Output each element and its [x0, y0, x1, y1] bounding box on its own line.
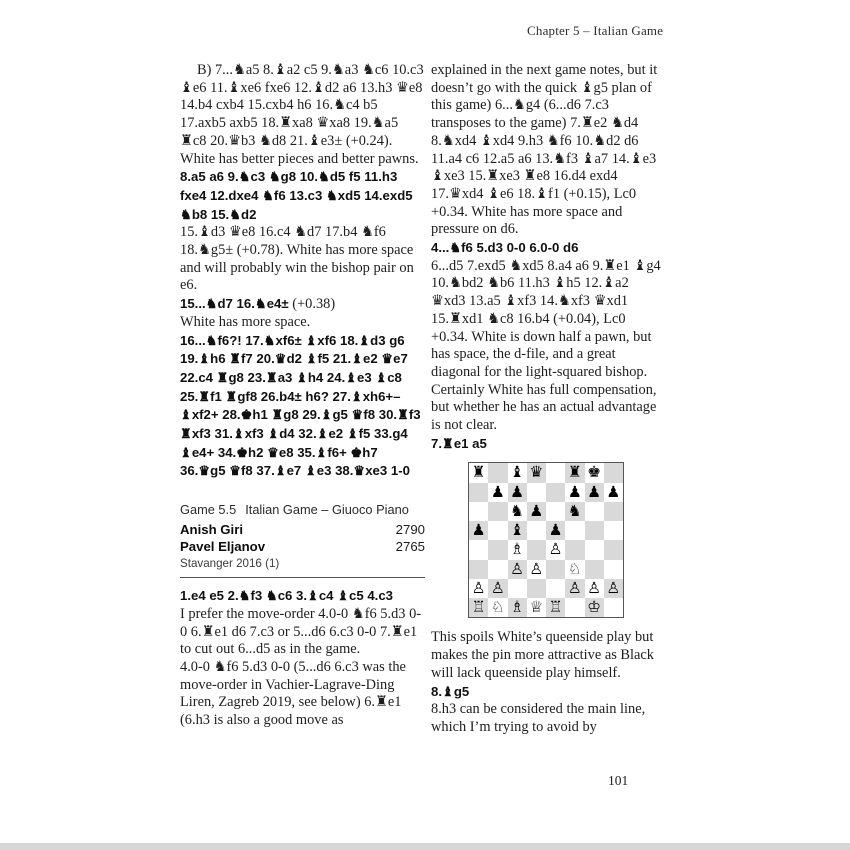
board-square	[565, 540, 584, 559]
text-segment: 6...d5 7.exd5 ♞xd5 8.a4 a6 9.♜e1 ♝g4 10.♞bd2 ♞b6 11.h3 ♝h5 12.♝a2 ♛xd3 13.a5 ♝xf3 14.♞xf3 ♛xd1 15.♜xd1 ♞c8 16.b4 (+0.04), Lc0 +0.34. White is down half a pawn, but has space, the d-file, and a great diagonal for the light-squared bishop. Certainly White has full compensation, but whether he has an actual advantage is not clear.	[431, 257, 661, 434]
board-square	[527, 521, 546, 540]
chess-piece-square: ♕	[527, 598, 546, 617]
board-square	[527, 579, 546, 598]
chess-piece-square: ♞	[565, 502, 584, 521]
board-square	[469, 540, 488, 559]
chess-board-diagram	[468, 462, 624, 618]
chess-piece-square: ♖	[546, 598, 565, 617]
annotation-paragraph	[431, 62, 661, 239]
chess-piece-square: ♜	[469, 463, 488, 482]
chess-piece-square: ♚	[585, 463, 604, 482]
board-square	[546, 463, 565, 482]
right-column	[431, 62, 661, 737]
board-square	[585, 540, 604, 559]
board-square	[585, 502, 604, 521]
board-square	[488, 540, 507, 559]
divider-rule	[180, 577, 425, 578]
move-text-paragraph	[431, 435, 661, 454]
board-square	[585, 560, 604, 579]
board-square	[604, 463, 623, 482]
annotation-paragraph	[180, 62, 425, 168]
game-event: Stavanger 2016 (1)	[180, 557, 280, 571]
move-text-paragraph	[180, 332, 425, 482]
black-player-rating: 2765	[395, 539, 425, 555]
chess-piece-square: ♗	[508, 598, 527, 617]
annotation-paragraph	[431, 701, 661, 736]
board-square	[546, 579, 565, 598]
board-square	[546, 502, 565, 521]
text-segment: 8.h3 can be considered the main line, which I’m trying to avoid by	[431, 701, 646, 735]
move-text-paragraph	[180, 168, 425, 224]
board-square	[604, 502, 623, 521]
text-segment: 4.0-0 ♞f6 5.d3 0-0 (5...d6 6.c3 was the move-order in Vachier-Lagrave-Ding Liren, Zagreb 2019, see below) 6.♜e1 (6.h3 is also a good move as	[180, 658, 406, 729]
board-square	[565, 521, 584, 540]
board-square	[469, 560, 488, 579]
text-segment: I prefer the move-order 4.0-0 ♞f6 5.d3 0-0 6.♜e1 d6 7.c3 or 5...d6 6.c3 0-0 7.♜e1 to cut out 6...d5 as in the game.	[180, 605, 422, 658]
chess-piece-square: ♗	[508, 540, 527, 559]
left-column	[180, 62, 425, 730]
move-segment: 8.♝g5	[431, 683, 470, 699]
move-segment: 16...♞f6?! 17.♞xf6± ♝xf6 18.♝d3 g6 19.♝h6 ♜f7 20.♛d2 ♝f5 21.♝e2 ♛e7 22.c4 ♜g8 23.♜a3 ♝h4 24.♝e3 ♝c8 25.♜f1 ♜gf8 26.b4± h6? 27.♝xh6+– ♝xf2+ 28.♚h1 ♜g8 29.♝g5 ♛f8 30.♜f3 ♜xf3 31.♝xf3 ♝d4 32.♝e2 ♝f5 33.g4 ♝e4+ 34.♚h2 ♛e8 35.♝f6+ ♚h7 36.♛g5 ♛f8 37.♝e7 ♝e3 38.♛xe3 1-0	[180, 332, 421, 479]
move-text-paragraph	[180, 587, 425, 606]
text-segment: (+0.38)	[292, 296, 336, 313]
text-segment: This spoils White’s queenside play but makes the pin more attractive as Black will lack queenside play himself.	[431, 629, 654, 681]
board-square	[488, 521, 507, 540]
move-text-paragraph	[431, 683, 661, 702]
game-opening-title: Italian Game – Giuoco Piano	[245, 502, 409, 518]
board-square	[469, 483, 488, 502]
chess-piece-square: ♜	[565, 463, 584, 482]
move-segment: 15...♞d7 16.♞e4±	[180, 296, 293, 312]
chess-piece-square: ♛	[527, 463, 546, 482]
game-number: Game 5.5	[180, 502, 237, 518]
chapter-header: Chapter 5 – Italian Game	[527, 23, 664, 38]
chess-piece-square: ♘	[565, 560, 584, 579]
white-player-row	[180, 521, 425, 538]
annotation-paragraph	[180, 314, 425, 332]
board-square	[469, 502, 488, 521]
board-square	[546, 483, 565, 502]
board-square	[604, 540, 623, 559]
chess-piece-square: ♙	[565, 579, 584, 598]
annotation-paragraph	[180, 224, 425, 295]
chess-piece-square: ♙	[527, 560, 546, 579]
move-segment: 4...♞f6 5.d3 0-0 6.0-0 d6	[431, 240, 579, 256]
annotation-paragraph	[180, 295, 425, 314]
chess-piece-square: ♟	[546, 521, 565, 540]
annotation-paragraph	[431, 258, 661, 435]
chess-piece-square: ♙	[488, 579, 507, 598]
text-segment: explained in the next game notes, but it doesn’t go with the quick ♝g5 plan of this game) 6...♞g4 (6...d6 7.c3 transposes to the game) 7.♜e2 ♞d4 8.♞xd4 ♝xd4 9.h3 ♞f6 10.♞d2 d6 11.a4 c6 12.a5 a6 13.♞f3 ♝a7 14.♝e3 ♝xe3 15.♜xe3 ♜e8 16.d4 exd4 17.♛xd4 ♝e6 18.♝f1 (+0.15), Lc0 +0.34. White has more space and pressure on d6.	[431, 62, 658, 238]
board-square	[604, 598, 623, 617]
move-segment: 7.♜e1 a5	[431, 435, 487, 451]
page-edge-strip	[0, 843, 850, 850]
board-square	[488, 463, 507, 482]
board-square	[546, 560, 565, 579]
board-square	[527, 540, 546, 559]
annotation-paragraph	[180, 659, 425, 730]
chess-piece-square: ♞	[508, 502, 527, 521]
chess-piece-square: ♙	[604, 579, 623, 598]
move-segment: 8.a5 a6 9.♞c3 ♞g8 10.♞d5 f5 11.h3 fxe4 12.dxe4 ♞f6 13.c3 ♞xd5 14.exd5 ♞b8 15.♞d2	[180, 169, 413, 222]
text-segment: White has more space.	[180, 313, 311, 330]
chess-piece-square: ♟	[469, 521, 488, 540]
board-square	[604, 560, 623, 579]
black-player-row	[180, 538, 425, 555]
annotation-paragraph	[180, 606, 425, 659]
chess-piece-square: ♙	[546, 540, 565, 559]
chess-piece-square: ♟	[565, 483, 584, 502]
board-square	[604, 521, 623, 540]
chess-board-grid	[469, 463, 623, 617]
board-square	[527, 483, 546, 502]
chess-piece-square: ♝	[508, 463, 527, 482]
chess-piece-square: ♙	[469, 579, 488, 598]
board-square	[488, 502, 507, 521]
white-player-name: Anish Giri	[180, 522, 244, 538]
chess-piece-square: ♙	[585, 579, 604, 598]
board-square	[585, 521, 604, 540]
move-text-paragraph	[431, 239, 661, 258]
annotation-paragraph	[431, 629, 661, 682]
chess-piece-square: ♟	[508, 483, 527, 502]
chess-piece-square: ♟	[604, 483, 623, 502]
chess-piece-square: ♟	[488, 483, 507, 502]
white-player-rating: 2790	[395, 522, 425, 538]
black-player-name: Pavel Eljanov	[180, 539, 266, 555]
chess-piece-square: ♟	[585, 483, 604, 502]
chess-piece-square: ♙	[508, 560, 527, 579]
text-segment: 15.♝d3 ♛e8 16.c4 ♞d7 17.b4 ♞f6 18.♞g5± (+0.78). White has more space and will probably win the bishop pair on e6.	[180, 224, 414, 294]
game-header	[180, 502, 425, 578]
board-square	[565, 598, 584, 617]
chess-piece-square: ♘	[488, 598, 507, 617]
game-title-row	[180, 502, 425, 517]
board-square	[508, 579, 527, 598]
text-segment: B) 7...♞a5 8.♝a2 c5 9.♞a3 ♞c6 10.c3 ♝e6 11.♝xe6 fxe6 12.♝d2 a6 13.h3 ♛e8 14.b4 cxb4 15.cxb4 h6 16.♞c4 b5 17.axb5 axb5 18.♜xa8 ♛xa8 19.♞a5 ♜c8 20.♛b3 ♞d8 21.♝e3± (+0.24). White has better pieces and better pawns.	[180, 62, 424, 167]
move-segment: 1.e4 e5 2.♞f3 ♞c6 3.♝c4 ♝c5 4.c3	[180, 588, 394, 604]
board-square	[488, 560, 507, 579]
chess-piece-square: ♝	[508, 521, 527, 540]
chess-piece-square: ♟	[527, 502, 546, 521]
page-number: 101	[608, 773, 629, 788]
chess-piece-square: ♖	[469, 598, 488, 617]
chess-piece-square: ♔	[585, 598, 604, 617]
